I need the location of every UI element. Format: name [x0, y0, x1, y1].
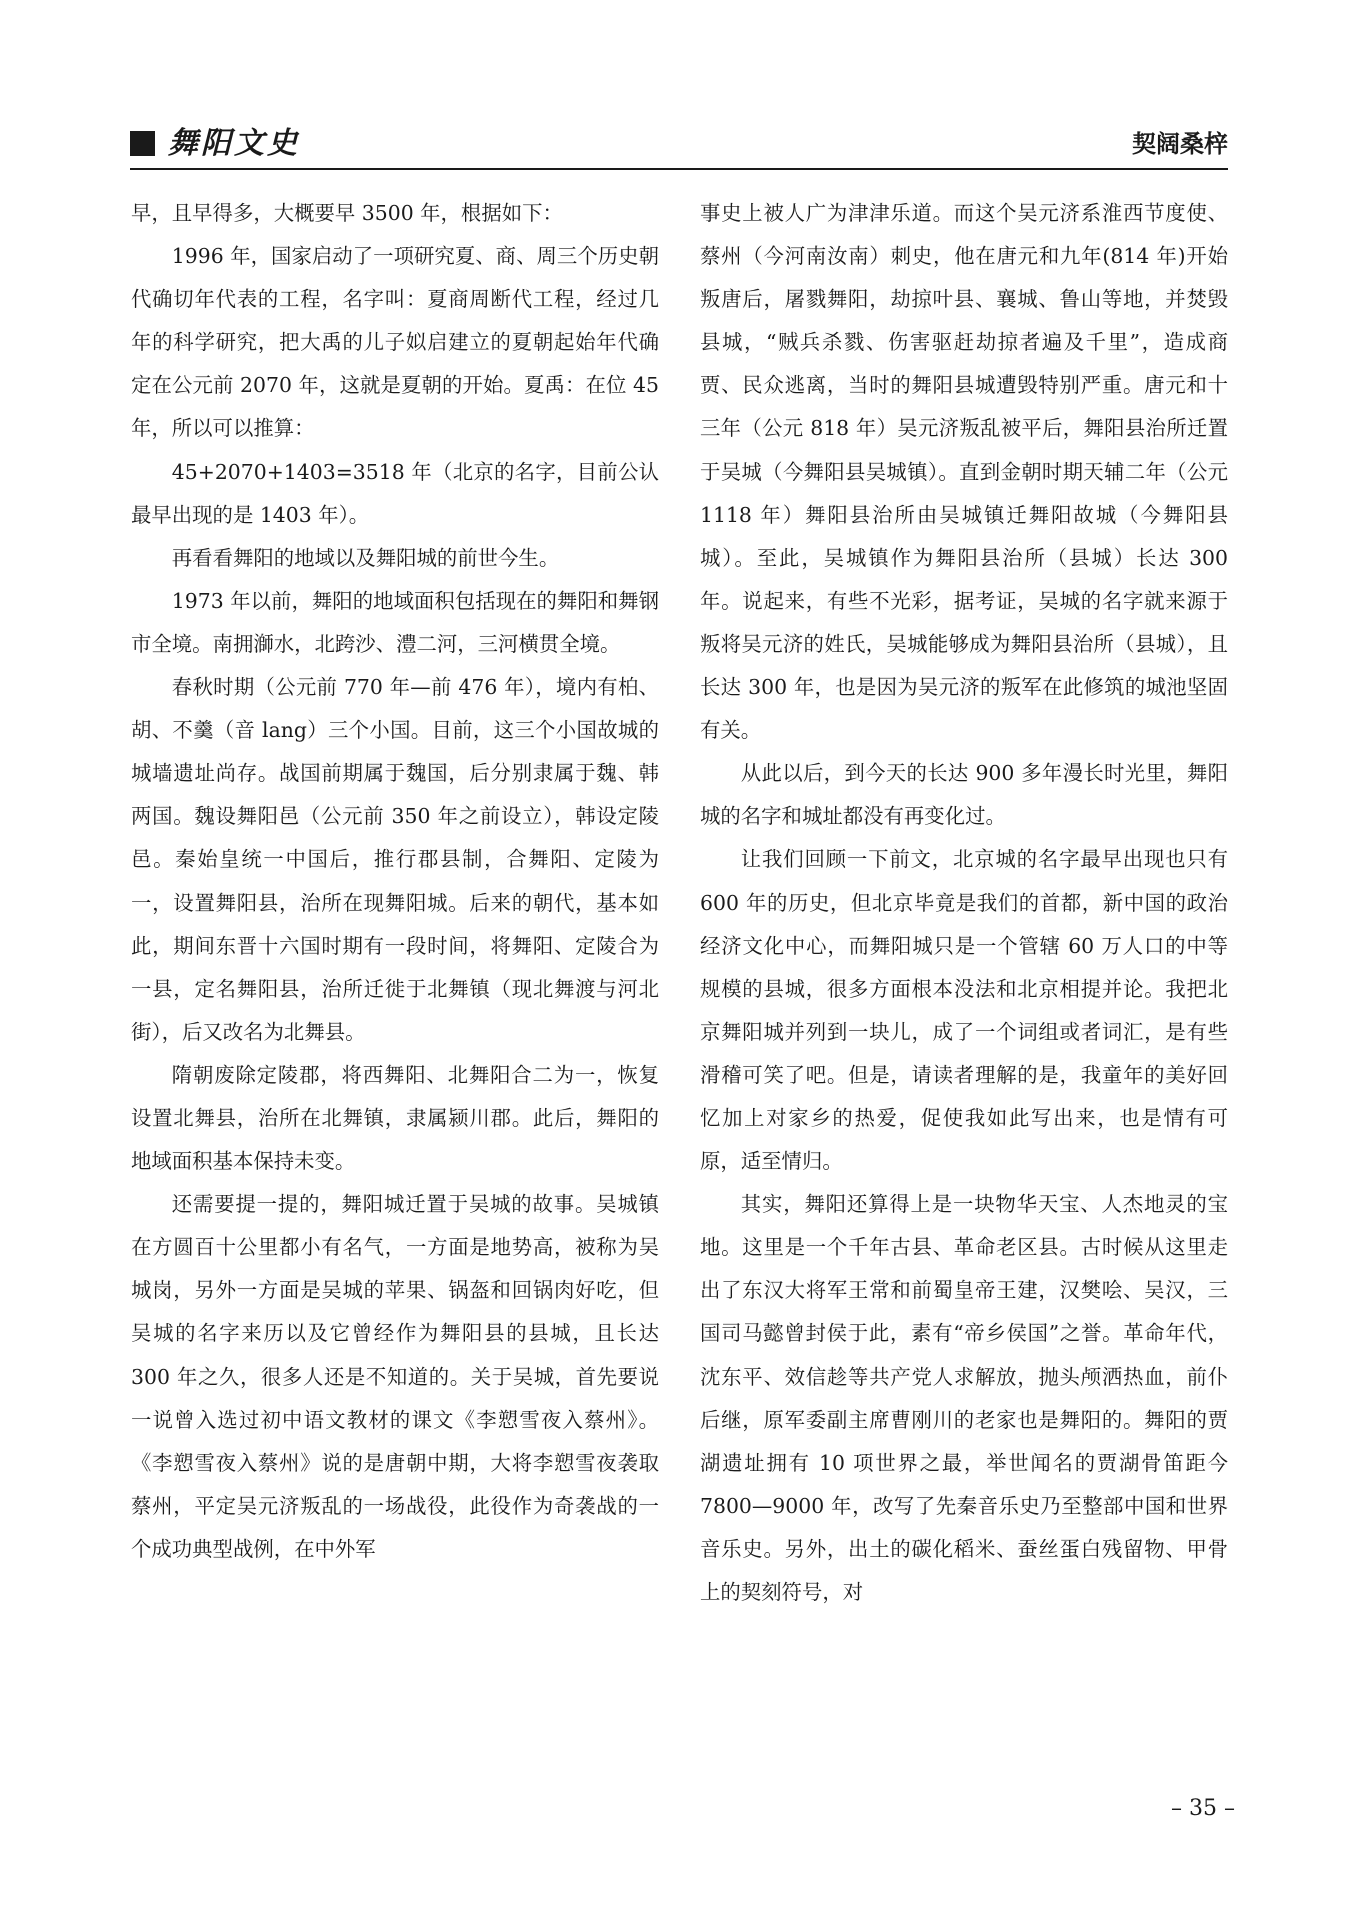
- page-number: – 35 –: [1171, 1796, 1235, 1821]
- journal-title: 舞阳文史: [168, 126, 300, 161]
- header-square-icon: [130, 131, 155, 156]
- left-column: [131, 192, 659, 1571]
- paragraph: 早，且早得多，大概要早 3500 年，根据如下：: [131, 201, 563, 225]
- paragraph: 1973 年以前，舞阳的地域面积包括现在的舞阳和舞钢市全境。南拥溮水，北跨沙、澧二河，三河横贯全境。: [131, 588, 659, 656]
- paragraph: 事史上被人广为津津乐道。而这个吴元济系淮西节度使、蔡州（今河南汝南）刺史，他在唐元和九年(814 年)开始叛唐后，屠戮舞阳，劫掠叶县、襄城、鲁山等地，并焚毁县城，“贼兵杀戮、伤害驱赶劫掠者遍及千里”，造成商贾、民众逃离，当时的舞阳县城遭毁特别严重。唐元和十三年（公元 818 年）吴元济叛乱被平后，舞阳县治所迁置于吴城（今舞阳县吴城镇）。直到金朝时期天辅二年（公元 1118 年）舞阳县治所由吴城镇迁舞阳故城（今舞阳县城）。至此，吴城镇作为舞阳县治所（县城）长达 300 年。说起来，有些不光彩，据考证，吴城的名字就来源于叛将吴元济的姓氏，吴城能够成为舞阳县治所（县城），且长达 300 年，也是因为吴元济的叛军在此修筑的城池坚固有关。: [700, 201, 1228, 743]
- paragraph: 还需要提一提的，舞阳城迁置于吴城的故事。吴城镇在方圆百十公里都小有名气，一方面是地势高，被称为吴城岗，另外一方面是吴城的苹果、锅盔和回锅肉好吃，但吴城的名字来历以及它曾经作为舞阳县的县城，且长达 300 年之久，很多人还是不知道的。关于吴城，首先要说一说曾入选过初中语文教材的课文《李愬雪夜入蔡州》。《李愬雪夜入蔡州》说的是唐朝中期，大将李愬雪夜袭取蔡州，平定吴元济叛乱的一场战役，此役作为奇袭战的一个成功典型战例，在中外军: [131, 1192, 659, 1561]
- paragraph: 再看看舞阳的地域以及舞阳城的前世今生。: [171, 545, 560, 570]
- paragraph: 春秋时期（公元前 770 年—前 476 年），境内有柏、胡、不羹（音 lang）三个小国。目前，这三个小国故城的城墙遗址尚存。战国前期属于魏国，后分别隶属于魏、韩两国。魏设舞阳邑（公元前 350 年之前设立），韩设定陵邑。秦始皇统一中国后，推行郡县制，合舞阳、定陵为一，设置舞阳县，治所在现舞阳城。后来的朝代，基本如此，期间东晋十六国时期有一段时间，将舞阳、定陵合为一县，定名舞阳县，治所迁徙于北舞镇（现北舞渡与河北街），后又改名为北舞县。: [131, 675, 659, 1044]
- paragraph: 隋朝废除定陵郡，将西舞阳、北舞阳合二为一，恢复设置北舞县，治所在北舞镇，隶属颍川郡。此后，舞阳的地域面积基本保持未变。: [131, 1062, 659, 1174]
- paragraph: 1996 年，国家启动了一项研究夏、商、周三个历史朝代确切年代表的工程，名字叫：夏商周断代工程，经过几年的科学研究，把大禹的儿子姒启建立的夏朝起始年代确定在公元前 2070 年，这就是夏朝的开始。夏禹：在位 45 年，所以可以推算：: [131, 244, 659, 441]
- paragraph: 45+2070+1403=3518 年（北京的名字，目前公认最早出现的是 1403 年）。: [131, 459, 659, 527]
- paragraph: 让我们回顾一下前文，北京城的名字最早出现也只有 600 年的历史，但北京毕竟是我们的首都，新中国的政治经济文化中心，而舞阳城只是一个管辖 60 万人口的中等规模的县城，很多方面根本没法和北京相提并论。我把北京舞阳城并列到一块儿，成了一个词组或者词汇，是有些滑稽可笑了吧。但是，请读者理解的是，我童年的美好回忆加上对家乡的热爱，促使我如此写出来，也是情有可原，适至情归。: [700, 847, 1228, 1174]
- section-title: 契阔桑梓: [1132, 130, 1228, 158]
- header-divider: [130, 168, 1228, 170]
- right-column: [700, 192, 1228, 1614]
- paragraph: 其实，舞阳还算得上是一块物华天宝、人杰地灵的宝地。这里是一个千年古县、革命老区县。古时候从这里走出了东汉大将军王常和前蜀皇帝王建，汉樊哙、吴汉，三国司马懿曾封侯于此，素有“帝乡侯国”之誉。革命年代，沈东平、效信趁等共产党人求解放，抛头颅洒热血，前仆后继，原军委副主席曹刚川的老家也是舞阳的。舞阳的贾湖遗址拥有 10 项世界之最，举世闻名的贾湖骨笛距今 7800—9000 年，改写了先秦音乐史乃至整部中国和世界音乐史。另外，出土的碳化稻米、蚕丝蛋白残留物、甲骨上的契刻符号，对: [700, 1192, 1228, 1604]
- paragraph: 从此以后，到今天的长达 900 多年漫长时光里，舞阳城的名字和城址都没有再变化过。: [700, 761, 1228, 829]
- running-header: [130, 125, 1228, 165]
